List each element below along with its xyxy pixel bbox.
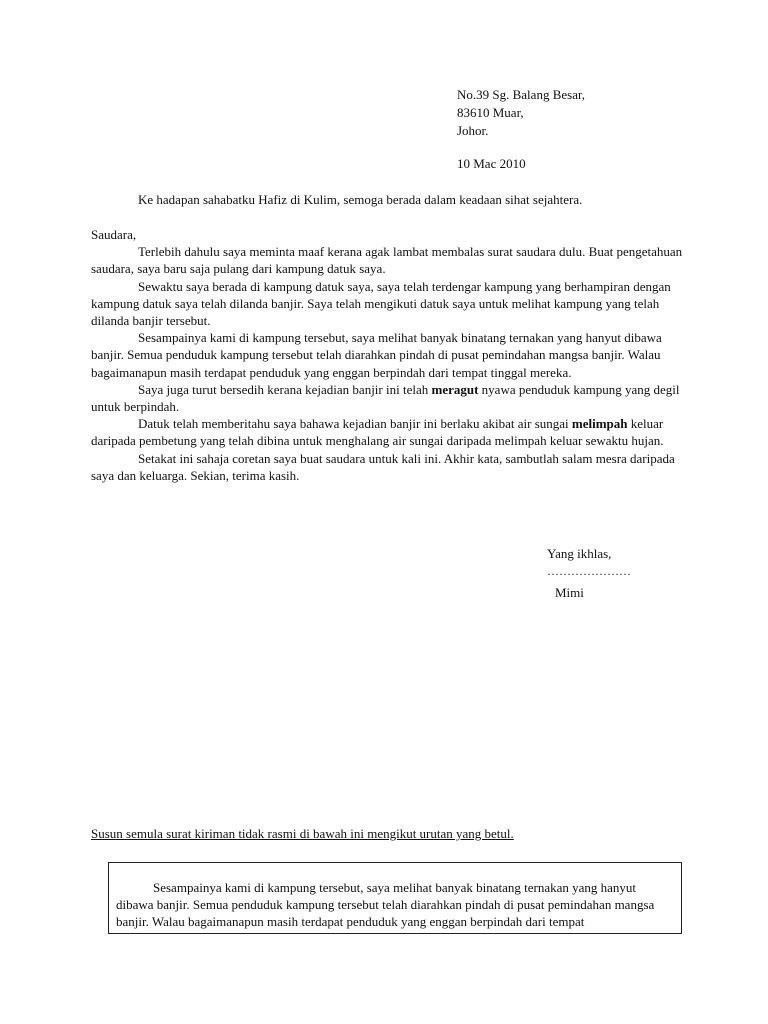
paragraph-6: Setakat ini sahaja coretan saya buat saudara untuk kali ini. Akhir kata, sambutlah salam mesra daripada saya dan keluarga. Sekian, terima kasih. (91, 450, 675, 483)
sender-name: Mimi (555, 585, 584, 600)
letter-date: 10 Mac 2010 (457, 156, 526, 171)
paragraph-5 (91, 415, 691, 449)
letter-closing (547, 544, 631, 602)
letter-body (91, 226, 691, 484)
exercise-snippet-text: Sesampainya kami di kampung tersebut, saya melihat banyak binatang ternakan yang hanyut dibawa banjir. Semua penduduk kampung tersebut telah diarahkan pindah di pusat pemindahan mangsa banjir. Walau bagaimanapun masih terdapat penduduk yang enggan berpindah dari tempat (116, 880, 655, 929)
salutation: Saudara, (91, 227, 137, 242)
address-line-3: Johor. (457, 123, 489, 138)
sender-address (457, 86, 585, 140)
paragraph-4 (91, 381, 691, 415)
signature-line: ………………… (547, 564, 631, 578)
paragraph-3: Sesampainya kami di kampung tersebut, saya melihat banyak binatang ternakan yang hanyut dibawa banjir. Semua penduduk kampung tersebut telah diarahkan pindah di pusat pemindahan mangsa banjir. Walau bagaimanapun masih terdapat penduduk yang enggan berpindah dari tempat tinggal mereka. (91, 330, 662, 380)
paragraph-1: Terlebih dahulu saya meminta maaf kerana agak lambat membalas surat saudara dulu. Buat pengetahuan saudara, saya baru saja pulang dari kampung datuk saya. (91, 244, 683, 277)
bold-word-melimpah: melimpah (571, 416, 628, 432)
paragraph-4-text-a: Saya juga turut bersedih kerana kejadian banjir ini telah (138, 381, 432, 397)
bold-word-meragut: meragut (431, 381, 479, 397)
paragraph-5-text-b: keluar daripada pembetung yang telah dibina untuk menghalang air sungai daripada melimpah keluar sewaktu hujan. (91, 416, 664, 449)
exercise-instruction: Susun semula surat kiriman tidak rasmi di bawah ini mengikut urutan yang betul. (91, 826, 514, 841)
closing-phrase: Yang ikhlas, (547, 546, 612, 561)
address-line-2: 83610 Muar, (457, 105, 524, 120)
address-line-1: No.39 Sg. Balang Besar, (457, 87, 586, 102)
paragraph-4-text-b: nyawa penduduk kampung yang degil untuk berpindah. (91, 381, 680, 415)
letter-greeting: Ke hadapan sahabatku Hafiz di Kulim, semoga berada dalam keadaan sihat sejahtera. (138, 192, 583, 207)
paragraph-2: Sewaktu saya berada di kampung datuk saya, saya telah terdengar kampung yang berhampiran dengan kampung datuk saya telah dilanda banjir. Saya telah mengikuti datuk saya untuk melihat kampung yang telah dilanda banjir tersebut. (91, 278, 671, 329)
paragraph-5-text-a: Datuk telah memberitahu saya bahawa kejadian banjir ini berlaku akibat air sungai (138, 416, 572, 432)
exercise-snippet-box (108, 862, 682, 934)
